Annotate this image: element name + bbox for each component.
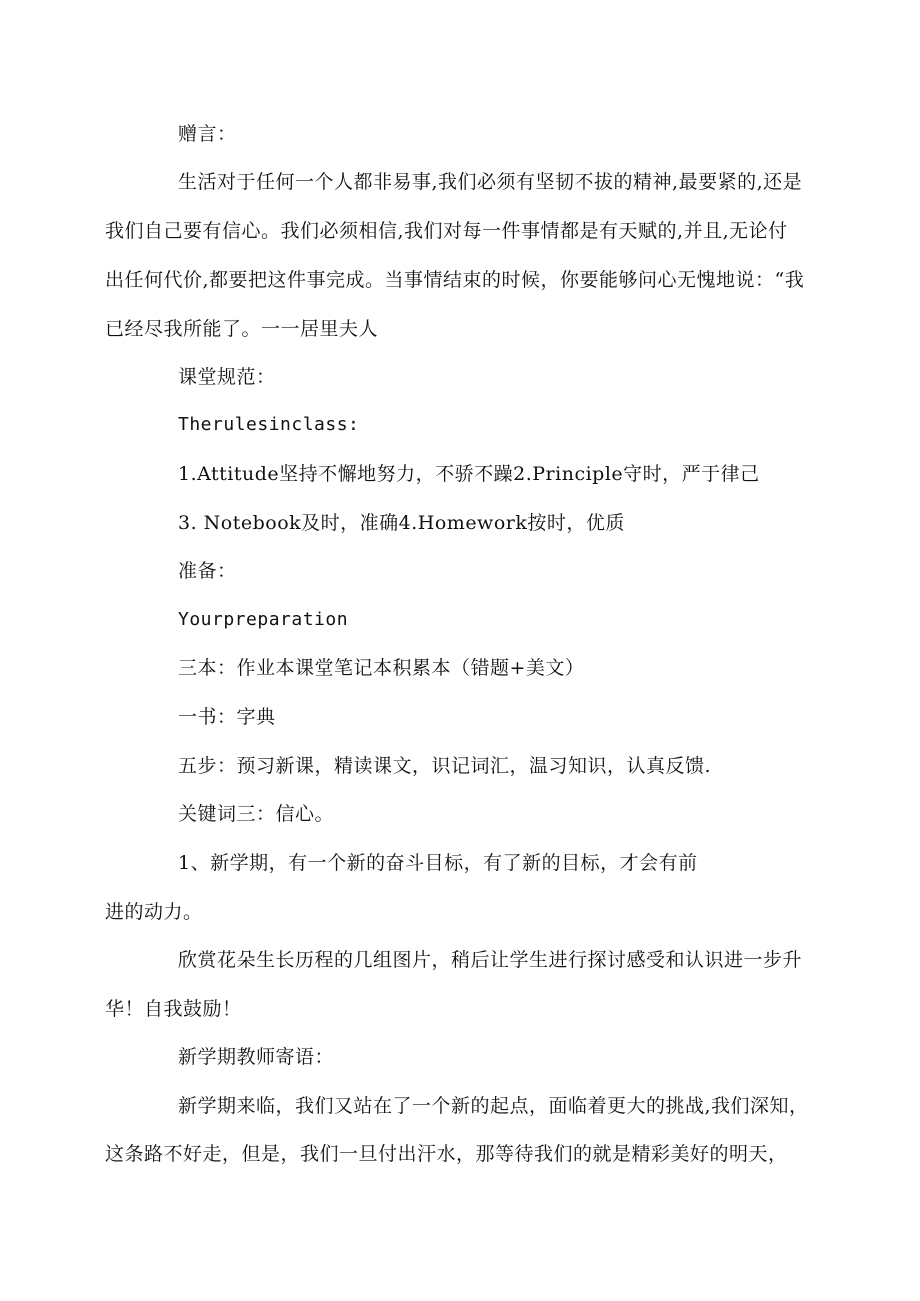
preparation-english: Yourpreparation <box>178 609 349 630</box>
class-rules-heading: 课堂规范： <box>178 366 276 388</box>
three-books-line: 三本：作业本课堂笔记本积累本（错题+美文） <box>178 657 585 679</box>
new-term-goal-line-2: 进的动力。 <box>105 901 203 923</box>
quote-line-4: 已经尽我所能了。一一居里夫人 <box>105 318 379 340</box>
new-term-goal-line-1: 1、新学期，有一个新的奋斗目标，有了新的目标，才会有前 <box>178 852 698 874</box>
flower-images-line-1: 欣赏花朵生长历程的几组图片，稍后让学生进行探讨感受和认识进一步升 <box>178 949 803 971</box>
keyword-three-line: 关键词三：信心。 <box>178 803 335 825</box>
preparation-heading: 准备： <box>178 560 237 582</box>
rule-line-1: 1.Attitude坚持不懈地努力，不骄不躁2.Principle守时，严于律己 <box>178 463 760 485</box>
quote-line-2: 我们自己要有信心。我们必须相信,我们对每一件事情都是有天赋的,并且,无论付 <box>105 220 788 242</box>
rule-line-2: 3. Notebook及时，准确4.Homework按时，优质 <box>178 512 625 534</box>
teacher-message-line-1: 新学期来临，我们又站在了一个新的起点，面临着更大的挑战,我们深知， <box>178 1095 809 1117</box>
quote-line-3: 出任何代价,都要把这件事完成。当事情结束的时候，你要能够问心无愧地说：“我 <box>105 269 805 291</box>
five-steps-line: 五步：预习新课，精读课文，识记词汇，温习知识，认真反馈. <box>178 755 712 777</box>
teacher-message-line-2: 这条路不好走，但是，我们一旦付出汗水，那等待我们的就是精彩美好的明天， <box>105 1143 788 1165</box>
class-rules-english: Therulesinclass: <box>178 414 360 435</box>
one-book-line: 一书：字典 <box>178 706 276 728</box>
flower-images-line-2: 华！自我鼓励！ <box>105 998 242 1020</box>
gift-words-heading: 赠言： <box>178 123 237 145</box>
quote-line-1: 生活对于任何一个人都非易事,我们必须有坚韧不拔的精神,最要紧的,还是 <box>178 171 803 193</box>
teacher-message-heading: 新学期教师寄语： <box>178 1046 335 1068</box>
